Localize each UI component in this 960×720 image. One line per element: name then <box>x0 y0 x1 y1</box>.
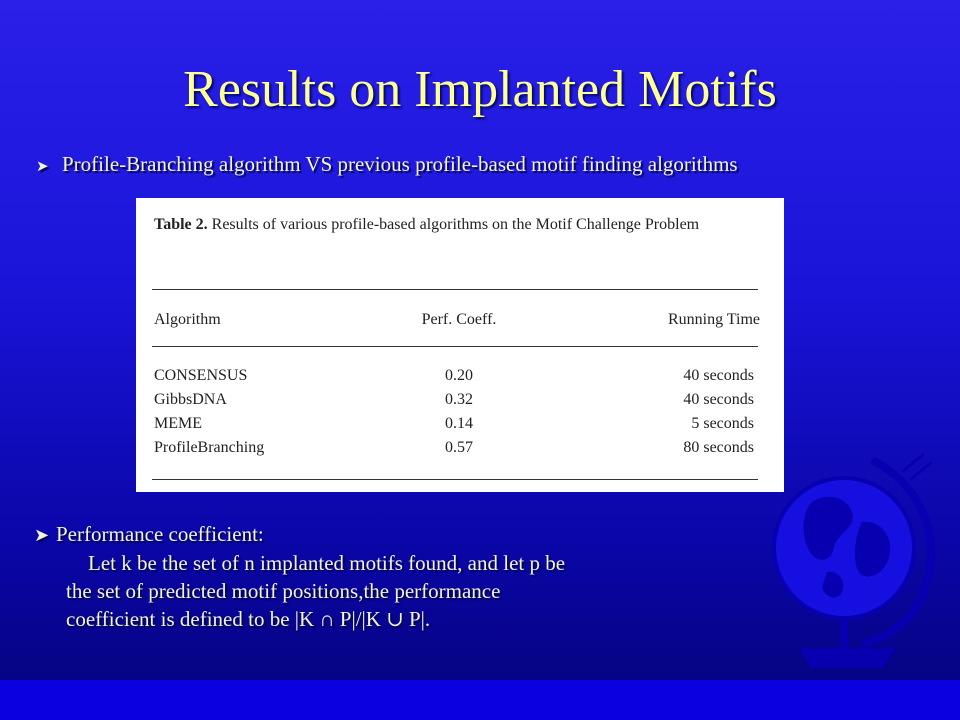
cell-running-time: 40 seconds <box>683 367 754 384</box>
performance-note <box>34 520 734 633</box>
cell-perf-coeff: 0.57 <box>445 439 473 456</box>
bullet-item <box>36 152 936 177</box>
table-row <box>154 413 760 435</box>
note-line-2: the set of predicted motif positions,the performance <box>66 579 501 603</box>
footer-bar <box>0 680 960 720</box>
cell-algorithm: ProfileBranching <box>154 439 265 456</box>
header-running-time: Running Time <box>667 311 760 328</box>
cell-running-time: 40 seconds <box>683 391 754 408</box>
arrow-bullet-icon: ➤ <box>36 159 49 175</box>
header-algorithm: Algorithm <box>154 311 221 328</box>
cell-perf-coeff: 0.20 <box>445 367 473 384</box>
results-table-image <box>136 198 784 492</box>
cell-running-time: 5 seconds <box>691 415 754 432</box>
header-perf-coeff: Perf. Coeff. <box>421 311 497 328</box>
bullet-text: Profile-Branching algorithm VS previous profile-based motif finding algorithms <box>62 152 738 176</box>
cell-algorithm: GibbsDNA <box>154 391 227 408</box>
cell-running-time: 80 seconds <box>683 439 754 456</box>
table-bottom-rule <box>152 479 758 480</box>
cell-algorithm: CONSENSUS <box>154 367 248 384</box>
slide-title: Results on Implanted Motifs <box>183 61 777 118</box>
table-header-row <box>154 309 760 331</box>
table-caption-text: Results of various profile-based algorithms on the Motif Challenge Problem <box>207 216 700 233</box>
globe-icon <box>742 452 952 682</box>
cell-perf-coeff: 0.14 <box>445 415 473 432</box>
table-row <box>154 365 760 387</box>
cell-perf-coeff: 0.32 <box>445 391 473 408</box>
note-line-1: Let k be the set of n implanted motifs found, and let p be <box>88 551 566 575</box>
table-header-rule <box>152 346 758 347</box>
table-top-rule <box>152 289 758 290</box>
note-heading: Performance coefficient: <box>56 522 264 546</box>
note-line-3: coefficient is defined to be |K ∩ P|/|K ∪ P|. <box>66 607 431 631</box>
note-heading-line <box>34 520 734 549</box>
table-caption <box>154 214 764 236</box>
table-caption-label: Table 2. <box>154 216 208 233</box>
arrow-bullet-icon: ➤ <box>34 525 50 545</box>
table-row <box>154 389 760 411</box>
table-row <box>154 437 760 459</box>
cell-algorithm: MEME <box>154 415 202 432</box>
